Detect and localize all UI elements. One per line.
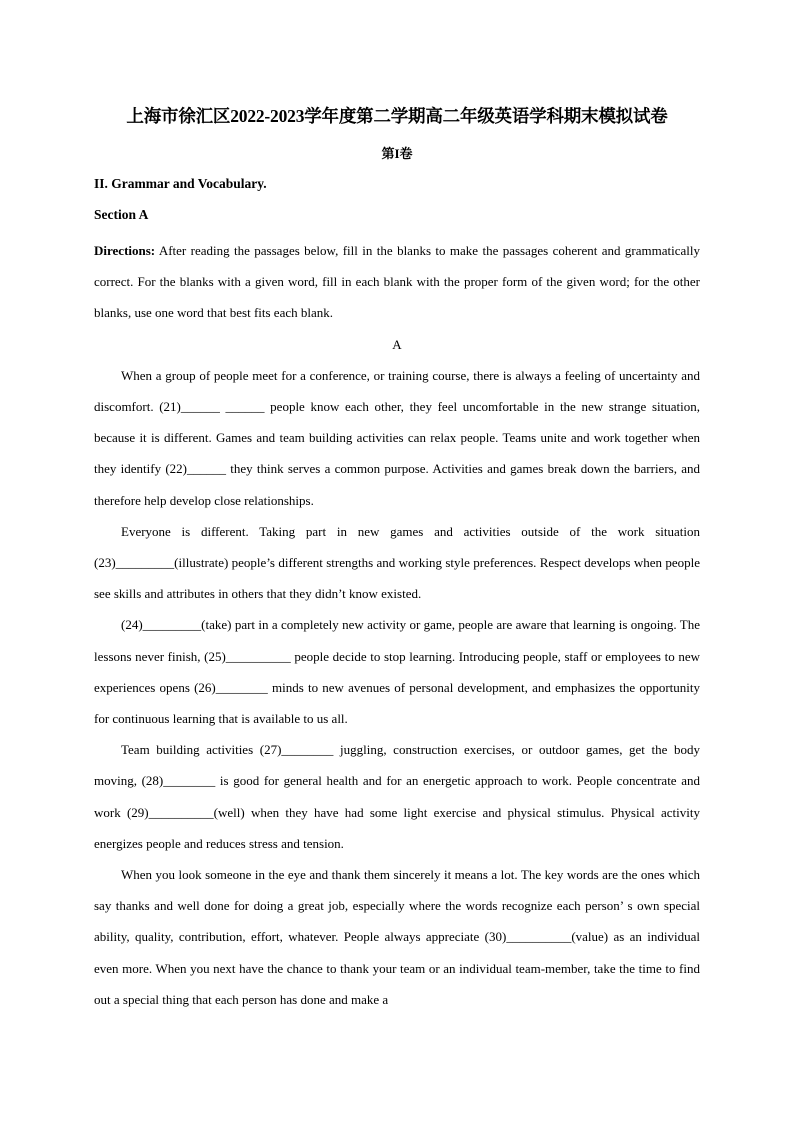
passage-paragraph-5: When you look someone in the eye and thank them sincerely it means a lot. The key words are the ones which say thanks and well done for doing a great job, especially where the words recognize each person’ s own special ability, quality, contribution, effort, whatever. People always appreciate (30)__________(value) as an individual even more. When you next have the chance to thank your team or an individual team-member, take the time to find out a special thing that each person has done and make a bbox=[94, 867, 700, 1007]
document-body bbox=[94, 235, 700, 1015]
section-heading: Section A bbox=[94, 207, 149, 222]
directions-label: Directions: bbox=[94, 243, 156, 258]
directions-paragraph bbox=[94, 235, 700, 329]
directions-text: After reading the passages below, fill in the blanks to make the passages coherent and grammatically correct. For the blanks with a given word, fill in each blank with the proper form of the given word; for the other blanks, use one word that best fits each blank. bbox=[94, 243, 700, 321]
passage-paragraph-2: Everyone is different. Taking part in new games and activities outside of the work situation (23)_________(illustrate) people’s different strengths and working style preferences. Respect develops when people see skills and attributes in others that they didn’t know existed. bbox=[94, 523, 700, 602]
passage-paragraph-1: When a group of people meet for a conference, or training course, there is always a feeling of uncertainty and discomfort. (21)______ ______ people know each other, they feel uncomfortable in the new strange situation, because it is different. Games and team building activities can relax people. Teams unite and work together when they identify (22)______ they think serves a common purpose. Activities and games break down the barriers, and therefore help develop close relationships. bbox=[94, 367, 700, 508]
part-heading: II. Grammar and Vocabulary. bbox=[94, 176, 267, 191]
passage-paragraph-3: (24)_________(take) part in a completely new activity or game, people are aware that learning is ongoing. The lessons never finish, (25)__________ people decide to stop learning. Introducing people, staff or employees to new experiences opens (26)________ minds to new avenues of personal development, and emphasizes the opportunity for continuous learning that is available to us all. bbox=[94, 617, 700, 727]
passage-paragraph-4: Team building activities (27)________ juggling, construction exercises, or outdoor games, get the body moving, (28)________ is good for general health and for an energetic approach to work. People concentrate and work (29)__________(well) when they have had some light exercise and physical stimulus. Physical activity energizes people and reduces stress and tension. bbox=[94, 742, 700, 851]
passage-label: A bbox=[392, 336, 402, 352]
volume-subtitle: 第I卷 bbox=[381, 146, 413, 161]
page-title: 上海市徐汇区2022-2023学年度第二学期高二年级英语学科期末模拟试卷 bbox=[126, 106, 668, 126]
